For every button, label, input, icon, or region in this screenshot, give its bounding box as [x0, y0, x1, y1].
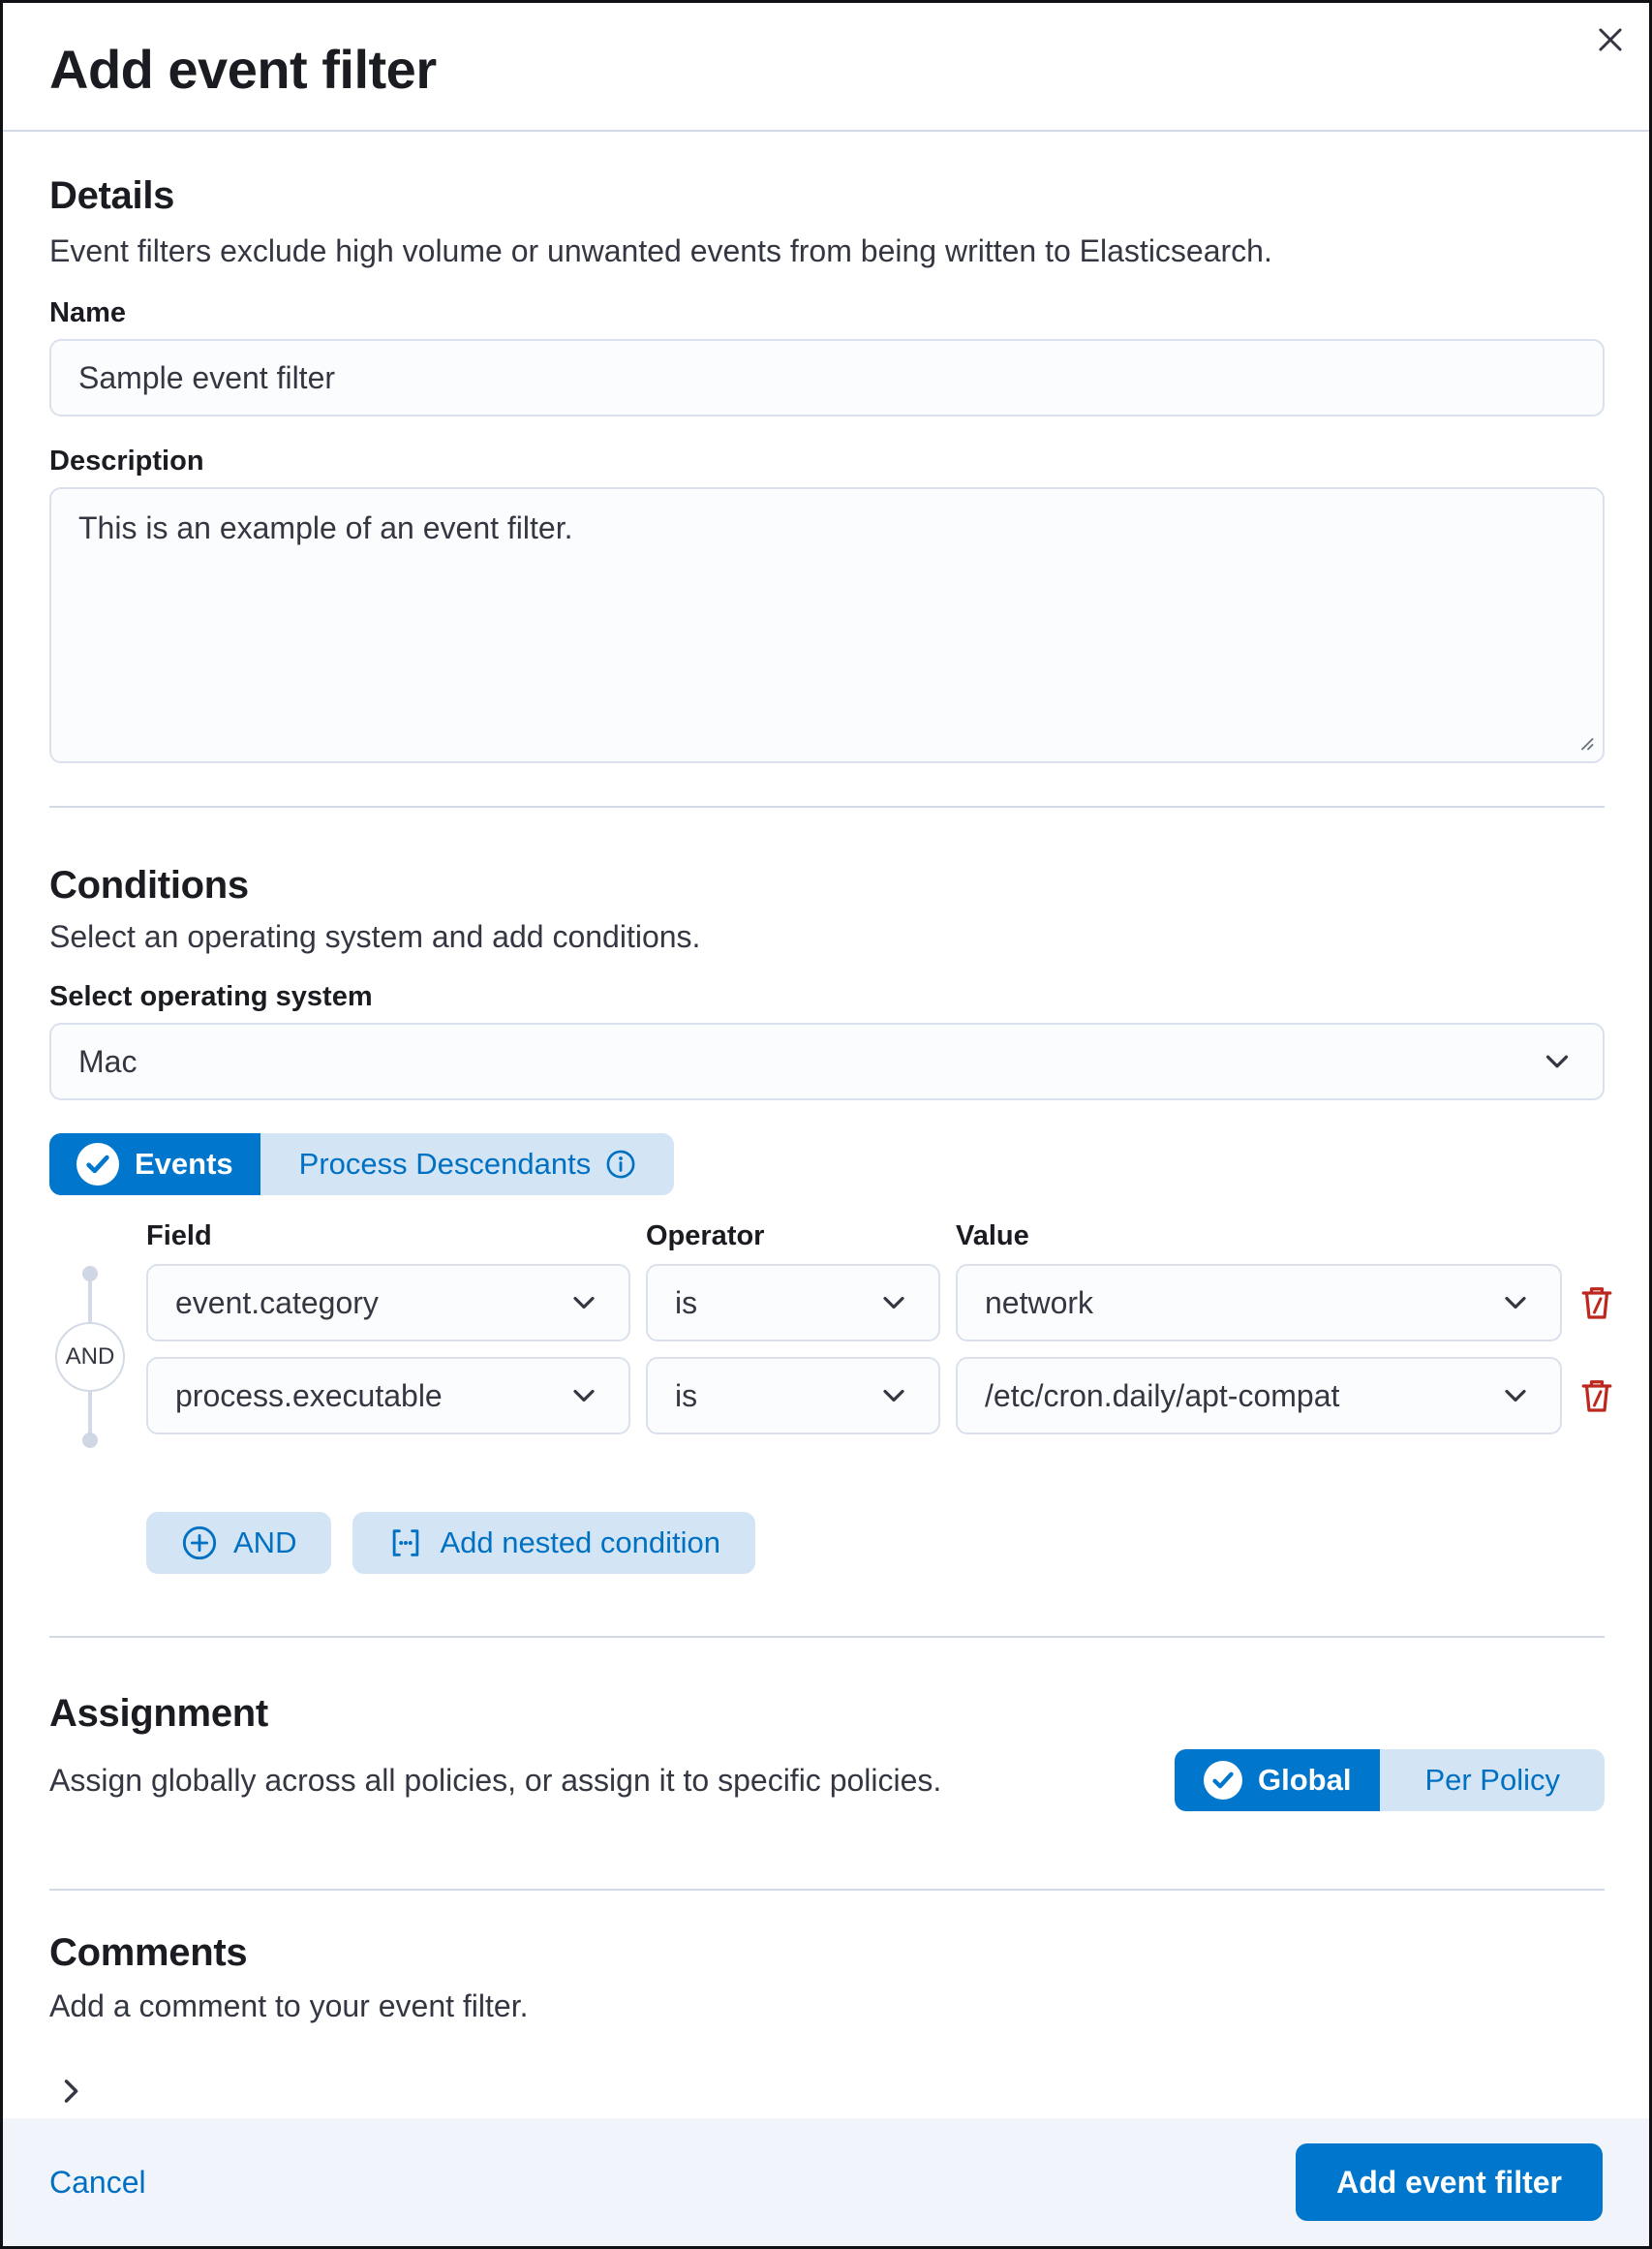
- modal-header: [3, 3, 1649, 132]
- os-select[interactable]: [49, 1023, 1605, 1100]
- os-select-label: Select operating system: [49, 981, 373, 1012]
- value-combobox-row1-value: network: [985, 1284, 1094, 1320]
- page-title: Add event filter: [49, 39, 437, 100]
- toggle-global[interactable]: [1175, 1749, 1380, 1811]
- operator-select-row1[interactable]: [646, 1264, 940, 1341]
- tab-events[interactable]: [49, 1133, 260, 1195]
- toggle-per-policy[interactable]: [1380, 1749, 1605, 1811]
- close-button[interactable]: [1583, 13, 1637, 67]
- tab-process-descendants[interactable]: [260, 1133, 675, 1195]
- os-select-value: Mac: [78, 1043, 138, 1079]
- field-select-row1[interactable]: [146, 1264, 630, 1341]
- modal-body: [3, 132, 1649, 2118]
- cancel-button[interactable]: Cancel: [49, 2164, 146, 2200]
- and-connector: [49, 1264, 146, 1450]
- nested-icon: [387, 1525, 424, 1561]
- field-column-label: Field: [146, 1220, 212, 1251]
- and-button-label: AND: [233, 1525, 297, 1559]
- check-circle-icon: [76, 1143, 119, 1186]
- chevron-down-icon: [876, 1378, 911, 1413]
- add-nested-condition-button[interactable]: [352, 1512, 755, 1574]
- operator-select-row2-value: is: [675, 1377, 698, 1413]
- value-combobox-row2-value: /etc/cron.daily/apt-compat: [985, 1377, 1340, 1413]
- section-divider: [49, 1636, 1605, 1638]
- section-divider: [49, 806, 1605, 808]
- description-label: Description: [49, 446, 204, 477]
- condition-row: [146, 1357, 1616, 1434]
- trash-icon: [1577, 1374, 1616, 1417]
- field-select-row2[interactable]: [146, 1357, 630, 1434]
- name-input[interactable]: [49, 339, 1605, 416]
- condition-rows: [49, 1264, 1605, 1450]
- assignment-heading: Assignment: [49, 1692, 268, 1735]
- delete-condition-row2-button[interactable]: [1577, 1357, 1616, 1434]
- chevron-right-icon: [53, 2074, 88, 2109]
- chevron-down-icon: [876, 1285, 911, 1320]
- condition-row: [146, 1264, 1616, 1341]
- chevron-down-icon: [1498, 1285, 1533, 1320]
- operator-column-label: Operator: [646, 1220, 765, 1251]
- chevron-down-icon: [566, 1378, 601, 1413]
- add-nested-condition-label: Add nested condition: [440, 1525, 721, 1559]
- trash-icon: [1577, 1281, 1616, 1324]
- toggle-global-label: Global: [1258, 1763, 1352, 1797]
- tab-process-descendants-label: Process Descendants: [298, 1147, 592, 1181]
- chevron-down-icon: [1498, 1378, 1533, 1413]
- conditions-subtitle: Select an operating system and add conditions.: [49, 919, 701, 954]
- assignment-toggle: [1175, 1749, 1605, 1811]
- chevron-down-icon: [566, 1285, 601, 1320]
- plus-circle-icon: [181, 1525, 218, 1561]
- value-combobox-row2[interactable]: [956, 1357, 1562, 1434]
- connector-dot-bottom: [82, 1433, 98, 1448]
- assignment-row: [49, 1749, 1605, 1811]
- operator-select-row2[interactable]: [646, 1357, 940, 1434]
- toggle-per-policy-label: Per Policy: [1424, 1763, 1560, 1797]
- field-select-row2-value: process.executable: [175, 1377, 443, 1413]
- and-button[interactable]: [146, 1512, 331, 1574]
- value-combobox-row1[interactable]: [956, 1264, 1562, 1341]
- operator-select-row1-value: is: [675, 1284, 698, 1320]
- modal-footer: [3, 2118, 1649, 2246]
- comments-expand-button[interactable]: [49, 2070, 92, 2112]
- conditions-heading: Conditions: [49, 864, 249, 907]
- add-event-filter-button[interactable]: Add event filter: [1296, 2143, 1603, 2221]
- info-icon: [606, 1150, 635, 1179]
- field-select-row1-value: event.category: [175, 1284, 379, 1320]
- tab-events-label: Events: [135, 1147, 233, 1181]
- close-icon: [1593, 22, 1628, 57]
- comments-heading: Comments: [49, 1931, 248, 1974]
- name-label: Name: [49, 297, 126, 328]
- connector-dot-top: [82, 1266, 98, 1281]
- details-subtitle: Event filters exclude high volume or unwanted events from being written to Elasticsearch.: [49, 233, 1272, 268]
- description-textarea[interactable]: [49, 487, 1605, 763]
- condition-builder: [49, 1220, 1605, 1264]
- details-heading: Details: [49, 174, 175, 217]
- check-circle-icon: [1204, 1761, 1242, 1800]
- value-column-label: Value: [956, 1220, 1029, 1251]
- comments-subtitle: Add a comment to your event filter.: [49, 1988, 529, 2023]
- chevron-down-icon: [1539, 1043, 1576, 1080]
- section-divider: [49, 1889, 1605, 1891]
- and-connector-badge: AND: [55, 1322, 125, 1392]
- delete-condition-row1-button[interactable]: [1577, 1264, 1616, 1341]
- condition-type-toggle: [49, 1133, 674, 1195]
- assignment-subtitle: Assign globally across all policies, or assign it to specific policies.: [49, 1763, 942, 1798]
